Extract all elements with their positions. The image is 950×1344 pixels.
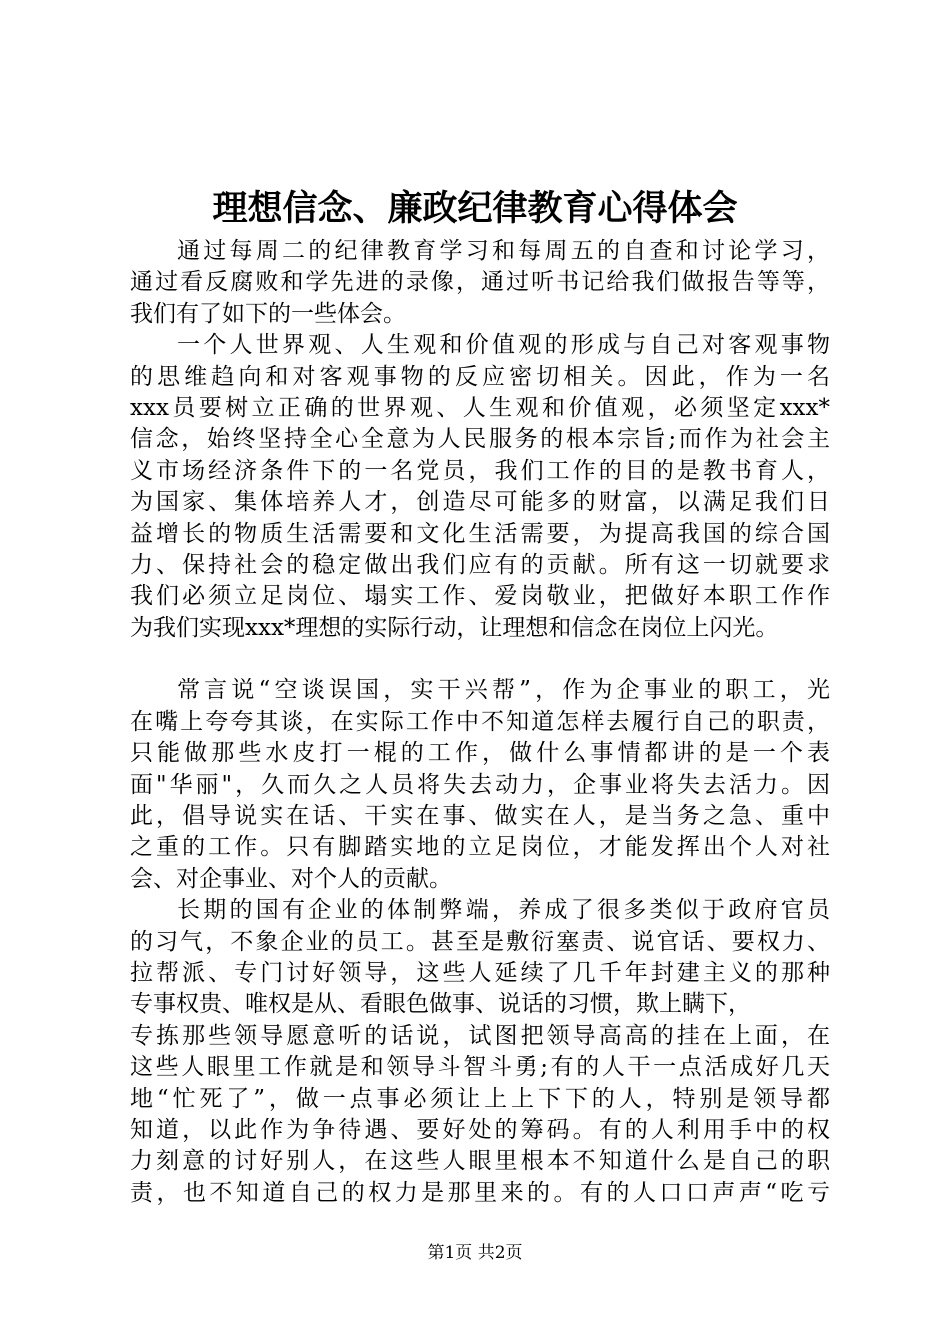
paragraph-4-line-7: 地“忙死了”，做一点事必须让上上下下的人，特别是领导都 — [130, 1085, 830, 1112]
paragraph-2-line-10: 为我们实现xxx*理想的实际行动，让理想和信念在岗位上闪光。 — [130, 614, 779, 641]
paragraph-4-line-4: 专事权贵、唯权是从、看眼色做事、说话的习惯，欺上瞒下， — [130, 991, 751, 1018]
paragraph-4-line-6: 这些人眼里工作就是和领导斗智斗勇;有的人干一点活成好几天 — [130, 1054, 830, 1081]
paragraph-3-line-4: 面"华丽"，久而久之人员将失去动力，企事业将失去活力。因 — [130, 771, 830, 798]
paragraph-2-line-4: 信念，始终坚持全心全意为人民服务的根本宗旨;而作为社会主 — [130, 426, 830, 453]
paragraph-4-line-10: 责，也不知道自己的权力是那里来的。有的人口口声声“吃亏 — [130, 1179, 830, 1206]
paragraph-3-line-7: 会、对企事业、对个人的贡献。 — [130, 865, 452, 892]
paragraph-2-line-8: 力、保持社会的稳定做出我们应有的贡献。所有这一切就要求 — [130, 551, 830, 578]
paragraph-3-line-2: 在嘴上夸夸其谈，在实际工作中不知道怎样去履行自己的职责， — [130, 708, 830, 735]
paragraph-2-line-6: 为国家、集体培养人才，创造尽可能多的财富，以满足我们日 — [130, 489, 830, 516]
paragraph-3-line-3: 只能做那些水皮打一棍的工作，做什么事情都讲的是一个表 — [130, 740, 830, 767]
paragraph-3-line-1: 常言说“空谈误国，实干兴帮”，作为企事业的职工，光 — [177, 677, 830, 704]
paragraph-4-line-3: 拉帮派、专门讨好领导，这些人延续了几千年封建主义的那种 — [130, 959, 830, 986]
paragraph-2-line-3: xxx员要树立正确的世界观、人生观和价值观，必须坚定xxx* — [130, 394, 830, 421]
page-footer: 第1页 共2页 — [427, 1243, 523, 1263]
document-title: 理想信念、廉政纪律教育心得体会 — [212, 188, 738, 229]
paragraph-2-line-1: 一个人世界观、人生观和价值观的形成与自己对客观事物 — [177, 332, 830, 359]
paragraph-4-line-9: 力刻意的讨好别人，在这些人眼里根本不知道什么是自己的职 — [130, 1148, 830, 1175]
paragraph-4-line-2: 的习气，不象企业的员工。甚至是敷衍塞责、说官话、要权力、 — [130, 928, 830, 955]
paragraph-1-line-3: 我们有了如下的一些体会。 — [130, 300, 406, 327]
paragraph-4-line-8: 知道，以此作为争待遇、要好处的筹码。有的人利用手中的权 — [130, 1116, 830, 1143]
paragraph-4-line-5: 专拣那些领导愿意听的话说，试图把领导高高的挂在上面，在 — [130, 1022, 830, 1049]
paragraph-3-line-6: 之重的工作。只有脚踏实地的立足岗位，才能发挥出个人对社 — [130, 834, 830, 861]
paragraph-spacer — [130, 644, 830, 675]
paragraph-2-line-9: 我们必须立足岗位、塌实工作、爱岗敬业，把做好本职工作作 — [130, 583, 830, 610]
document-body — [130, 236, 830, 1209]
paragraph-3-line-5: 此，倡导说实在话、干实在事、做实在人，是当务之急、重中 — [130, 803, 830, 830]
paragraph-1-line-1: 通过每周二的纪律教育学习和每周五的自查和讨论学习， — [177, 238, 830, 264]
paragraph-2-line-5: 义市场经济条件下的一名党员，我们工作的目的是教书育人， — [130, 457, 830, 484]
paragraph-4-line-1: 长期的国有企业的体制弊端，养成了很多类似于政府官员 — [177, 897, 830, 924]
paragraph-2-line-7: 益增长的物质生活需要和文化生活需要，为提高我国的综合国 — [130, 520, 830, 547]
paragraph-1-line-2: 通过看反腐败和学先进的录像，通过听书记给我们做报告等等， — [130, 269, 830, 296]
paragraph-2-line-2: 的思维趋向和对客观事物的反应密切相关。因此，作为一名 — [130, 363, 830, 390]
